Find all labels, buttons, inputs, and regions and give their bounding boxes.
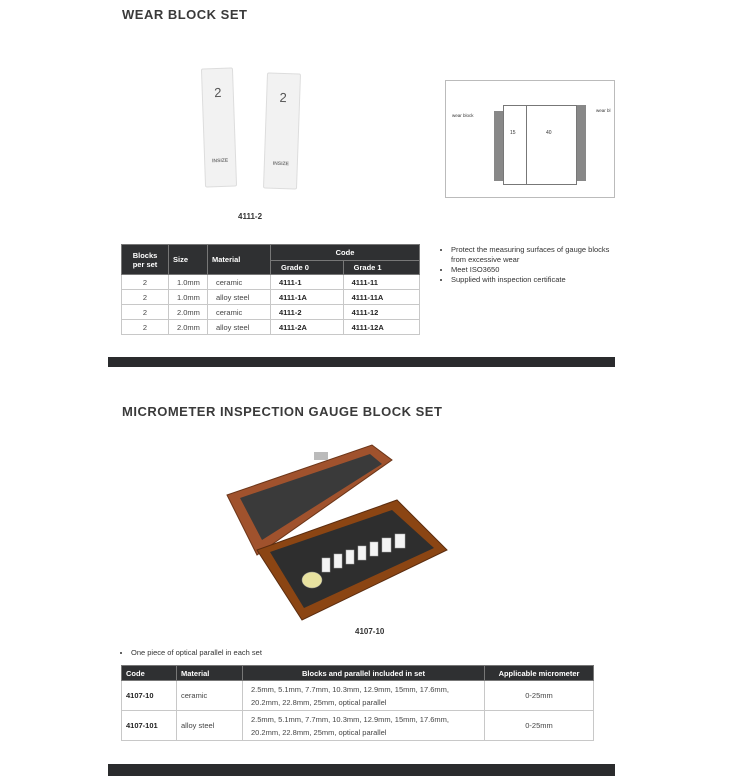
cell-grade1: 4111-11A (343, 290, 419, 305)
th-size: Size (169, 245, 208, 275)
cell-grade1: 4111-11 (343, 275, 419, 290)
th-material: Material (177, 666, 243, 681)
cell-blocks-line1: 2.5mm, 5.1mm, 7.7mm, 10.3mm, 12.9mm, 15mm, 17.6mm, (251, 684, 449, 694)
micrometer-bullet-1: • One piece of optical parallel in each set (131, 648, 431, 658)
micrometer-table (121, 665, 594, 741)
wear-bullet-3: • Supplied with inspection certificate (451, 275, 621, 285)
micrometer-title: MICROMETER INSPECTION GAUGE BLOCK SET (122, 404, 443, 419)
diagram-dim-2: 40 (546, 130, 552, 136)
cell-blocks: 2 (122, 290, 169, 305)
table-row (122, 305, 420, 320)
cell-size: 1.0mm (169, 275, 208, 290)
cell-blocks-line2: 20.2mm, 22.8mm, 25mm, optical parallel (251, 697, 387, 707)
wear-block-photo-2 (263, 72, 301, 189)
cell-size: 2.0mm (169, 320, 208, 335)
cell-blocks (243, 711, 485, 741)
cell-material: alloy steel (208, 290, 271, 305)
th-blocks-parallel: Blocks and parallel included in set (243, 666, 485, 681)
cell-blocks-line2: 20.2mm, 22.8mm, 25mm, optical parallel (251, 727, 387, 737)
block-logo-1: INSIZE (212, 157, 229, 165)
cell-blocks: 2 (122, 275, 169, 290)
th-code: Code (122, 666, 177, 681)
table-row (122, 290, 420, 305)
gauge-block-4 (358, 546, 366, 560)
th-code: Code (271, 245, 420, 261)
diagram-label-left: wear block (452, 113, 474, 118)
cell-grade1: 4111-12 (343, 305, 419, 320)
cell-applicable: 0-25mm (485, 711, 594, 741)
cell-grade0: 4111-2A (271, 320, 344, 335)
cell-blocks: 2 (122, 320, 169, 335)
block-number-2: 2 (279, 89, 288, 106)
table-row (122, 711, 594, 741)
gauge-block-6 (382, 538, 391, 552)
gauge-block-case-photo (222, 440, 450, 632)
diagram-label-right: wear bl (596, 108, 611, 113)
th-grade1: Grade 1 (343, 261, 419, 275)
th-blocks-per-set (122, 245, 169, 275)
cell-blocks (243, 681, 485, 711)
cell-material: ceramic (177, 681, 243, 711)
th-blocks: Blocks (132, 250, 158, 260)
cell-grade1: 4111-12A (343, 320, 419, 335)
cell-blocks-line1: 2.5mm, 5.1mm, 7.7mm, 10.3mm, 12.9mm, 15mm, 17.6mm, (251, 714, 449, 724)
gauge-block-7 (395, 534, 405, 548)
cell-grade0: 4111-1 (271, 275, 344, 290)
diagram-wear-block-right (577, 105, 586, 181)
section-divider-bar (108, 357, 615, 367)
optical-parallel (302, 572, 322, 588)
gauge-block-3 (346, 550, 354, 564)
table-row (122, 320, 420, 335)
th-per-set: per set (132, 259, 158, 269)
diagram-gauge-block-2 (527, 105, 577, 185)
wear-bullet-1: • Protect the measuring surfaces of gauge blocks from excessive wear (451, 245, 621, 265)
footer-bar (108, 764, 615, 776)
cell-code: 4107-10 (122, 681, 177, 711)
th-applicable: Applicable micrometer (485, 666, 594, 681)
cell-grade0: 4111-1A (271, 290, 344, 305)
cell-material: ceramic (208, 305, 271, 320)
th-material: Material (208, 245, 271, 275)
gauge-block-2 (334, 554, 342, 568)
cell-material: alloy steel (177, 711, 243, 741)
wear-bullet-2: • Meet ISO3650 (451, 265, 621, 275)
cell-material: alloy steel (208, 320, 271, 335)
micrometer-caption: 4107-10 (355, 627, 385, 636)
diagram-dim-1: 15 (510, 130, 516, 136)
block-logo-2: INSIZE (272, 160, 290, 168)
wear-bullets (441, 245, 621, 285)
micrometer-bullets (121, 648, 431, 658)
gauge-block-5 (370, 542, 378, 556)
block-number-1: 2 (213, 84, 222, 101)
cell-blocks: 2 (122, 305, 169, 320)
table-row (122, 275, 420, 290)
wear-block-table (121, 244, 420, 335)
case-clasp (314, 452, 328, 460)
diagram-gauge-block-1 (503, 105, 527, 185)
wear-block-diagram (445, 80, 615, 198)
cell-size: 1.0mm (169, 290, 208, 305)
cell-size: 2.0mm (169, 305, 208, 320)
cell-material: ceramic (208, 275, 271, 290)
cell-code: 4107-101 (122, 711, 177, 741)
table-row (122, 681, 594, 711)
wear-block-photo-1 (201, 67, 237, 187)
wear-block-title: WEAR BLOCK SET (122, 7, 248, 22)
gauge-block-1 (322, 558, 330, 572)
cell-grade0: 4111-2 (271, 305, 344, 320)
th-grade0: Grade 0 (271, 261, 344, 275)
wear-block-caption: 4111-2 (238, 212, 263, 221)
diagram-wear-block-left (494, 111, 503, 181)
cell-applicable: 0-25mm (485, 681, 594, 711)
